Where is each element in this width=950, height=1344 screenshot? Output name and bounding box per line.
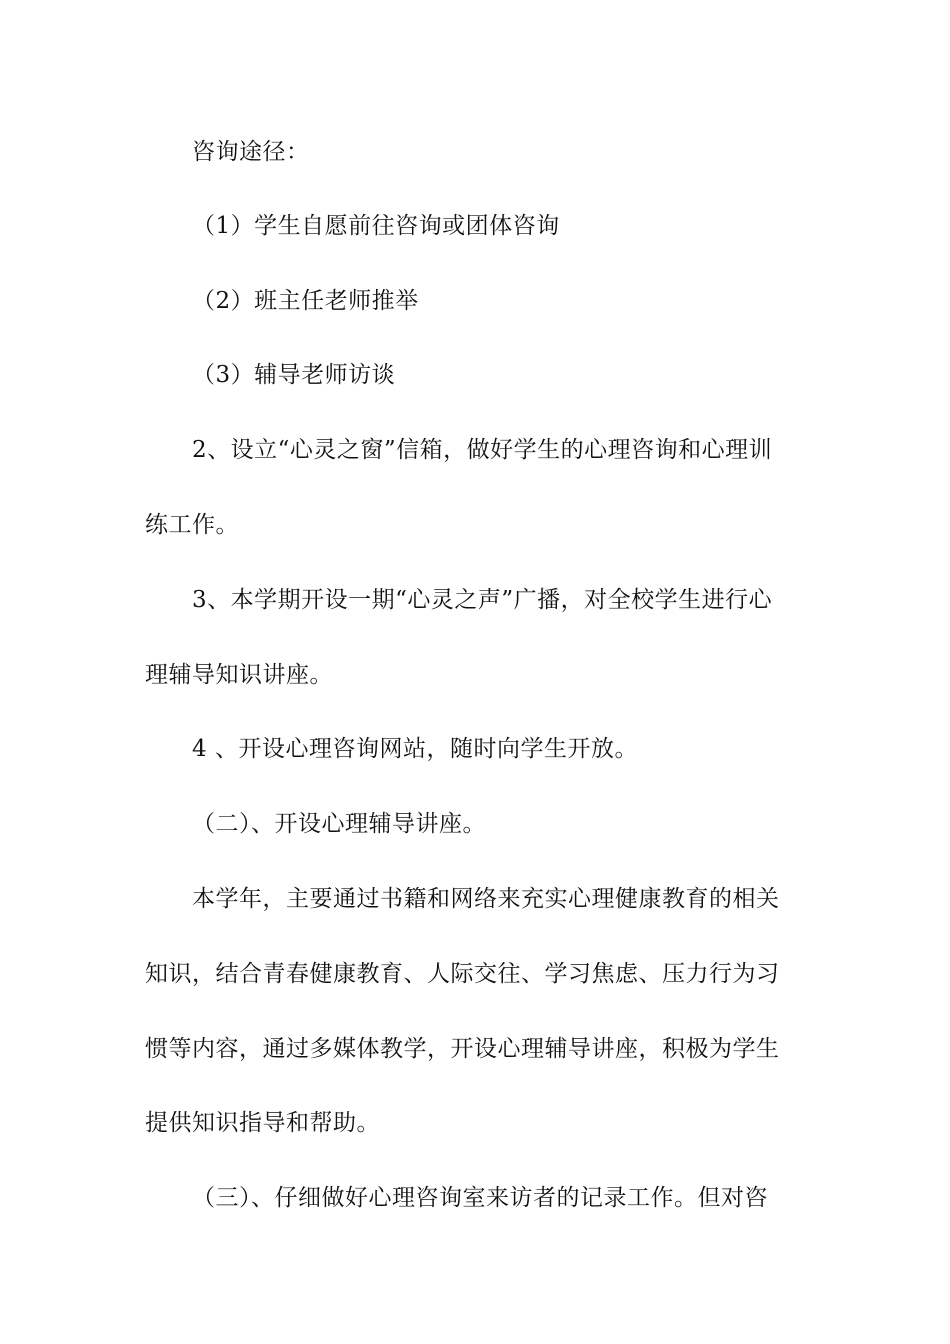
section-heading-3: （三）、仔细做好心理咨询室来访者的记录工作。但对咨 [192, 1185, 768, 1211]
paragraph-2-line-2: 练工作。 [145, 512, 239, 538]
paragraph-3-line-1: 3、本学期开设一期“心灵之声”广播，对全校学生进行心 [192, 587, 773, 613]
list-item-3: （3）辅导老师访谈 [192, 362, 396, 388]
paragraph-2-line-1: 2、设立“心灵之窗”信箱，做好学生的心理咨询和心理训 [192, 437, 773, 463]
paragraph-5-line-2: 知识，结合青春健康教育、人际交往、学习焦虑、压力行为习 [145, 961, 780, 987]
paragraph-5-line-4: 提供知识指导和帮助。 [145, 1110, 380, 1136]
list-item-1: （1）学生自愿前往咨询或团体咨询 [192, 213, 560, 239]
paragraph-4: 4 、开设心理咨询网站，随时向学生开放。 [192, 736, 638, 762]
paragraph-3-line-2: 理辅导知识讲座。 [145, 662, 333, 688]
paragraph-5-line-1: 本学年，主要通过书籍和网络来充实心理健康教育的相关 [192, 886, 780, 912]
paragraph-5-line-3: 惯等内容，通过多媒体教学，开设心理辅导讲座，积极为学生 [145, 1036, 780, 1062]
paragraph-heading-consult-ways: 咨询途径： [192, 139, 310, 165]
section-heading-2: （二）、开设心理辅导讲座。 [192, 811, 486, 837]
list-item-2: （2）班主任老师推举 [192, 288, 419, 314]
